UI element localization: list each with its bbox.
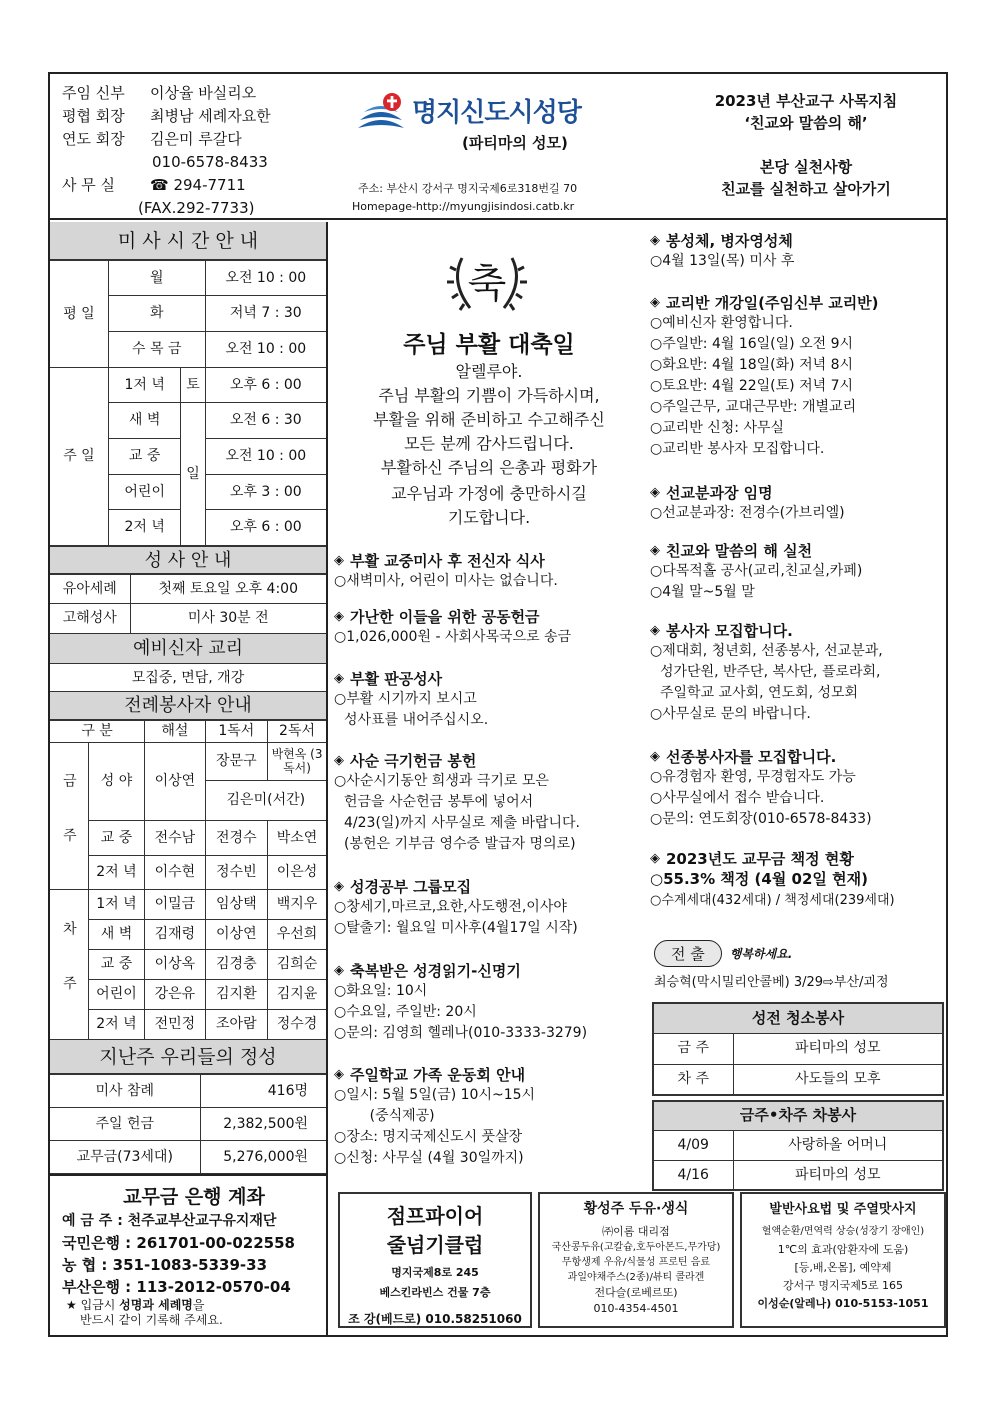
church-patron: (파티마의 성모) — [462, 134, 568, 152]
liturgy-mass: 교 중 — [88, 950, 144, 980]
office-label: 사 무 실 — [62, 176, 116, 194]
liturgy-reading2: 김지윤 — [268, 980, 326, 1010]
sunday-day-label: 일 — [181, 403, 205, 546]
notice-block — [650, 230, 946, 292]
staff-label: 주임 신부 — [62, 84, 125, 102]
easter-line: 주님 부활의 기쁨이 가득하시며, — [378, 386, 600, 405]
notice-line: 주일학교 교사회, 연도회, 성모회 — [660, 685, 859, 701]
mass-name: 2저 녁 — [108, 510, 181, 546]
notice-line: ○주일반: 4월 16일(일) 오전 9시 — [650, 336, 854, 352]
notice-title: 선종봉사자를 모집합니다. — [666, 748, 837, 766]
diamond-icon: ◈ — [650, 485, 660, 500]
bank-box — [50, 1174, 326, 1328]
liturgy-mass: 2저 녁 — [88, 856, 144, 890]
easter-line: 교우님과 가정에 충만하시길 — [391, 484, 587, 503]
liturgy-header: 1독서 — [205, 721, 267, 743]
liturgy-extra-reading: 김은미(서간) — [205, 781, 326, 821]
liturgy-commentary: 김재령 — [145, 920, 205, 950]
notice-title: 봉성체, 병자영성체 — [666, 232, 793, 250]
liturgy-mass: 어린이 — [88, 980, 144, 1010]
liturgy-reading2: 우선희 — [268, 920, 326, 950]
cleaning-group: 파티마의 성모 — [733, 1033, 943, 1064]
notice-block — [650, 292, 946, 482]
easter-title: 주님 부활 대축일 — [403, 332, 575, 358]
ad-line: 강서구 명지국제5로 165 — [783, 1279, 903, 1292]
middle-column — [330, 222, 648, 1187]
pastoral-motto — [666, 90, 946, 200]
liturgy-table — [50, 720, 326, 1040]
diamond-icon: ◈ — [334, 1067, 344, 1082]
transfer-text: 최승혁(막시밀리안콜베) 3/29⇨부산/괴정 — [654, 975, 889, 990]
notice-line: ○새벽미사, 어린이 미사는 없습니다. — [334, 573, 558, 589]
sacrament-title: 성 사 안 내 — [50, 546, 326, 574]
notice-line: 4/23(일)까지 사무실로 제출 바랍니다. — [344, 815, 580, 831]
notice-line: 헌금을 사순헌금 봉투에 넣어서 — [344, 794, 534, 810]
liturgy-reading2: 정수경 — [268, 1010, 326, 1040]
cleaning-week: 금 주 — [653, 1033, 733, 1064]
bank-note-post: 을 — [192, 1298, 205, 1312]
mass-name: 어린이 — [108, 475, 181, 510]
notice-block — [650, 620, 946, 746]
sacrament-name: 유아세례 — [50, 575, 130, 604]
notice-block — [650, 848, 946, 918]
ad-contact: 이성순(알레나) 010-5153-1051 — [757, 1297, 929, 1310]
liturgy-reading1: 전경수 — [205, 821, 267, 856]
tea-week: 4/16 — [653, 1160, 733, 1190]
notice-title: 선교분과장 임명 — [666, 484, 773, 502]
staff-label: 연도 회장 — [62, 130, 125, 148]
mass-day: 수 목 금 — [108, 332, 205, 368]
liturgy-header: 2독서 — [268, 721, 326, 743]
notice-line: ○4월 말~5월 말 — [650, 584, 755, 600]
ad-line: 국산콩두유(고칼슘,호두아몬드,무가당) — [551, 1242, 721, 1253]
diamond-icon: ◈ — [334, 553, 344, 568]
notice-line: ○화요일: 10시 — [334, 983, 428, 999]
diamond-icon: ◈ — [334, 671, 344, 686]
liturgy-commentary: 이상옥 — [145, 950, 205, 980]
staff-value: 이상율 바실리오 — [150, 84, 257, 102]
right-notices — [650, 230, 946, 918]
notice-block — [334, 1064, 646, 1174]
liturgy-commentary: 이상연 — [145, 743, 205, 821]
motto-year: 2023년 부산교구 사목지침 — [714, 92, 898, 110]
header — [50, 74, 946, 220]
catechumen-text: 모집중, 면담, 개강 — [50, 664, 326, 692]
church-name: 명지신도시성당 — [412, 98, 581, 128]
tea-table — [652, 1100, 944, 1191]
bank-note-bold: 성명과 세례명 — [119, 1298, 193, 1312]
offering-name: 주일 헌금 — [50, 1108, 200, 1141]
mass-time: 오전 10 : 00 — [205, 261, 326, 296]
notice-line: ○수계세대(432세대) / 책정세대(239세대) — [650, 893, 895, 908]
notice-line: 성가단원, 반주단, 복사단, 플로라회, — [660, 664, 881, 680]
notice-line: (봉헌은 기부금 영수증 발급자 명의로) — [344, 836, 576, 852]
ad-address: 명지국제8로 245 — [391, 1266, 479, 1279]
notice-line: ○사무실로 문의 바랍니다. — [650, 706, 811, 722]
notice-line: ○일시: 5월 5일(금) 10시~15시 — [334, 1087, 536, 1103]
office-fax: (FAX.292-7733) — [138, 199, 255, 217]
staff-phone: 010-6578-8433 — [152, 153, 268, 171]
notice-line: ○문의: 연도회장(010-6578-8433) — [650, 811, 872, 827]
staff-value: 김은미 루갈다 — [150, 130, 242, 148]
ad-jumpfire — [338, 1192, 532, 1328]
liturgy-commentary: 전민정 — [145, 1010, 205, 1040]
liturgy-mass: 성 야 — [88, 743, 144, 821]
bank-account: 부산은행 : 113-2012-0570-04 — [62, 1278, 291, 1296]
liturgy-mass: 새 벽 — [88, 920, 144, 950]
bank-holder: 예 금 주 : 천주교부산교구유지재단 — [62, 1213, 277, 1229]
right-column — [650, 222, 946, 1187]
next-week-label: 차 주 — [50, 890, 88, 1040]
bank-note-pre: ★ 입금시 — [66, 1298, 120, 1312]
easter-line: 부활을 위해 준비하고 수고해주신 — [373, 410, 605, 429]
ad-line: [등,배,온몸], 예약제 — [794, 1261, 892, 1274]
easter-line: 모든 분께 감사드립니다. — [404, 434, 574, 453]
notice-line: ○탈출기: 월요일 미사후(4월17일 시작) — [334, 920, 578, 936]
notice-line: ○장소: 명지국제신도시 풋살장 — [334, 1129, 523, 1145]
mass-name: 새 벽 — [108, 403, 181, 439]
left-column — [50, 222, 328, 1337]
bank-note-2: 반드시 같이 기록해 주세요. — [80, 1313, 223, 1327]
ad-line: 010-4354-4501 — [593, 1302, 679, 1315]
liturgy-header: 해설 — [145, 721, 205, 743]
diamond-icon: ◈ — [650, 851, 660, 866]
ad-address: 베스킨라빈스 건물 7층 — [379, 1286, 491, 1299]
notice-line: ○부활 시기까지 보시고 — [334, 691, 477, 707]
notice-block — [334, 550, 646, 606]
notice-line: ○토요반: 4월 22일(토) 저녁 7시 — [650, 378, 854, 394]
notice-block — [334, 668, 646, 750]
notice-line: ○주일근무, 교대근무반: 개별교리 — [650, 399, 857, 415]
mass-time: 오전 10 : 00 — [205, 332, 326, 368]
notice-line: ○교리반 봉사자 모집합니다. — [650, 441, 825, 457]
ad-contact: 조 강(베드로) 010.58251060 — [348, 1312, 522, 1326]
liturgy-commentary: 전수남 — [145, 821, 205, 856]
notice-title: 주일학교 가족 운동회 안내 — [350, 1066, 526, 1084]
diamond-icon: ◈ — [334, 879, 344, 894]
tea-group: 사랑하올 어머니 — [733, 1130, 943, 1160]
notice-line: ○문의: 김영희 헬레나(010-3333-3279) — [334, 1025, 588, 1041]
mass-schedule-table — [50, 260, 326, 546]
notice-line: ○4월 13일(목) 미사 후 — [650, 253, 795, 269]
ad-line: 혈액순환/면역력 상승(성장기 장애인) — [761, 1226, 925, 1237]
notice-line: ○수요일, 주일반: 20시 — [334, 1004, 477, 1020]
staff-label: 평협 회장 — [62, 107, 125, 125]
middle-notices — [334, 550, 646, 1174]
notice-block — [334, 876, 646, 960]
cleaning-title: 성전 청소봉사 — [653, 1003, 943, 1033]
notice-block — [334, 960, 646, 1064]
diamond-icon: ◈ — [650, 749, 660, 764]
liturgy-commentary: 이밀금 — [145, 890, 205, 920]
notice-title: 친교와 말씀의 해 실천 — [666, 542, 813, 560]
liturgy-mass: 2저 녁 — [88, 1010, 144, 1040]
notice-block — [650, 746, 946, 848]
notice-line: ○예비신자 환영합니다. — [650, 315, 793, 331]
notice-line: ○사순시기동안 희생과 극기로 모은 — [334, 773, 549, 789]
notice-title: 부활 판공성사 — [350, 670, 443, 688]
office-phone: ☎ 294-7711 — [150, 176, 246, 194]
liturgy-reading1: 조아람 — [205, 1010, 267, 1040]
easter-badge-char: 축 — [467, 261, 507, 307]
staff-value: 최병남 세례자요한 — [150, 107, 271, 125]
mass-day: 화 — [108, 296, 205, 332]
liturgy-mass: 1저 녁 — [88, 890, 144, 920]
ad-line: 1℃의 효과(암환자에 도움) — [777, 1243, 909, 1256]
liturgy-header: 구 분 — [50, 721, 145, 743]
notice-line: ○사무실에서 접수 받습니다. — [650, 790, 825, 806]
diamond-icon: ◈ — [650, 623, 660, 638]
ad-line: 전다슬(로베르또) — [594, 1286, 678, 1299]
this-week-label: 금 주 — [50, 743, 88, 890]
easter-message — [330, 360, 648, 530]
liturgy-reading2: 박소연 — [268, 821, 326, 856]
notice-line: ○55.3% 책정 (4월 02일 현재) — [650, 870, 868, 888]
sacrament-name: 고해성사 — [50, 604, 130, 634]
notice-line: (중식제공) — [334, 1108, 435, 1124]
bank-account: 농 협 : 351-1083-5339-33 — [62, 1256, 268, 1274]
catechumen-title: 예비신자 교리 — [50, 634, 326, 664]
easter-line: 기도합니다. — [447, 508, 531, 527]
liturgy-reading1: 정수빈 — [205, 856, 267, 890]
tea-group: 파티마의 성모 — [733, 1160, 943, 1190]
ad-name: 줄넘기클럽 — [386, 1233, 484, 1257]
offering-value: 5,276,000원 — [200, 1141, 326, 1174]
cleaning-table — [652, 1002, 944, 1096]
church-logo-area — [340, 84, 660, 214]
mass-time: 오후 6 : 00 — [205, 368, 326, 403]
ad-soymilk — [538, 1192, 734, 1328]
mass-time: 오전 10 : 00 — [205, 439, 326, 475]
transfer-badge: 전 출 — [654, 940, 722, 967]
notice-title: 사순 극기헌금 봉헌 — [350, 752, 477, 770]
mass-time: 오전 6 : 30 — [205, 403, 326, 439]
saturday-label: 토 — [181, 368, 205, 403]
offering-value: 416명 — [200, 1075, 326, 1108]
notice-line: ○다목적홀 공사(교리,친교실,카페) — [650, 563, 863, 579]
mass-name: 1저 녁 — [108, 368, 181, 403]
liturgy-title: 전례봉사자 안내 — [50, 692, 326, 720]
sunday-label: 주 일 — [50, 368, 108, 546]
offering-name: 교무금(73세대) — [50, 1141, 200, 1174]
offering-title: 지난주 우리들의 정성 — [50, 1040, 326, 1074]
liturgy-mass: 교 중 — [88, 821, 144, 856]
cleaning-group: 사도들의 모후 — [733, 1064, 943, 1095]
notice-line: ○창세기,마르코,요한,사도행전,이사야 — [334, 899, 567, 915]
easter-badge — [446, 246, 528, 316]
practice-text: 친교를 실천하고 살아가기 — [721, 180, 891, 198]
sacrament-table — [50, 574, 326, 634]
liturgy-commentary: 이수현 — [145, 856, 205, 890]
offering-value: 2,382,500원 — [200, 1108, 326, 1141]
offering-table — [50, 1074, 326, 1174]
notice-title: 교리반 개강일(주임신부 교리반) — [666, 294, 879, 312]
mass-time: 오후 6 : 00 — [205, 510, 326, 546]
sacrament-value: 미사 30분 전 — [130, 604, 326, 634]
ad-title: 발반사요법 및 주열맛사지 — [769, 1202, 917, 1217]
diamond-icon: ◈ — [650, 295, 660, 310]
motto-title: ‘친교와 말씀의 해’ — [744, 114, 868, 132]
liturgy-reading1: 임상택 — [205, 890, 267, 920]
practice-title: 본당 실천사항 — [759, 158, 853, 176]
ad-line: ㈜이롬 대리점 — [602, 1225, 670, 1238]
bank-title: 교무금 은행 계좌 — [123, 1186, 265, 1208]
notice-block — [650, 540, 946, 620]
easter-line: 부활하신 주님의 은총과 평화가 — [380, 458, 598, 477]
notice-line: ○화요반: 4월 18일(화) 저녁 8시 — [650, 357, 854, 373]
diamond-icon: ◈ — [650, 543, 660, 558]
notice-block — [650, 482, 946, 540]
staff-info — [62, 82, 332, 220]
church-address: 주소: 부산시 강서구 명지국제6로318번길 70 — [358, 182, 578, 195]
ad-line: 무항생제 우유/식물성 프로틴 음료 — [561, 1257, 711, 1268]
tea-title: 금주•차주 차봉사 — [653, 1101, 943, 1130]
notice-line: ○유경험자 환영, 무경험자도 가능 — [650, 769, 856, 785]
liturgy-reading1: 이상연 — [205, 920, 267, 950]
notice-line: ○1,026,000원 - 사회사목국으로 송금 — [334, 629, 572, 645]
notice-title: 봉사자 모집합니다. — [666, 622, 793, 640]
tea-week: 4/09 — [653, 1130, 733, 1160]
mass-time: 저녁 7 : 30 — [205, 296, 326, 332]
mass-day: 월 — [108, 261, 205, 296]
church-homepage: Homepage-http://myungjisindosi.catb.kr — [352, 200, 575, 213]
ad-line: 과일야채주스(2종)/뷰티 콜라겐 — [567, 1272, 705, 1283]
notice-block — [334, 750, 646, 876]
liturgy-reading2: 김희순 — [268, 950, 326, 980]
liturgy-reading1: 김경충 — [205, 950, 267, 980]
sacrament-value: 첫째 토요일 오후 4:00 — [130, 575, 326, 604]
notice-line: ○교리반 신청: 사무실 — [650, 420, 785, 436]
mass-schedule-title: 미 사 시 간 안 내 — [50, 222, 326, 260]
bank-note — [62, 1298, 326, 1313]
diamond-icon: ◈ — [334, 609, 344, 624]
weekday-label: 평 일 — [50, 261, 108, 368]
diamond-icon: ◈ — [650, 233, 660, 248]
notice-line: ○선교분과장: 전경수(가브리엘) — [650, 505, 845, 521]
notice-title: 축복받은 성경읽기-신명기 — [350, 962, 521, 980]
diamond-icon: ◈ — [334, 963, 344, 978]
notice-line: 성사표를 내어주십시오. — [344, 712, 489, 728]
notice-line: ○신청: 사무실 (4월 30일까지) — [334, 1150, 524, 1166]
notice-title: 부활 교중미사 후 전신자 식사 — [350, 552, 545, 570]
cleaning-week: 차 주 — [653, 1064, 733, 1095]
offering-name: 미사 참례 — [50, 1075, 200, 1108]
notice-title: 가난한 이들을 위한 공동헌금 — [350, 608, 540, 626]
liturgy-reading2: 백지우 — [268, 890, 326, 920]
transfer-wish: 행복하세요. — [729, 947, 793, 961]
liturgy-commentary: 강은유 — [145, 980, 205, 1010]
bulletin-page — [48, 72, 948, 1337]
liturgy-reading1: 김지환 — [205, 980, 267, 1010]
diamond-icon: ◈ — [334, 753, 344, 768]
notice-line: ○제대회, 청년회, 선종봉사, 선교분과, — [650, 643, 883, 659]
notice-title: 성경공부 그룹모집 — [350, 878, 472, 896]
notice-block — [334, 606, 646, 668]
transfer-row — [654, 940, 946, 990]
notice-title: 2023년도 교무금 책정 현황 — [666, 850, 854, 868]
ad-title: 황성주 두유·생식 — [583, 1201, 689, 1217]
bank-account: 국민은행 : 261701-00-022558 — [62, 1234, 295, 1252]
mass-name: 교 중 — [108, 439, 181, 475]
mass-time: 오후 3 : 00 — [205, 475, 326, 510]
easter-line: 알렐루야. — [455, 362, 523, 381]
liturgy-reading2: 이은성 — [268, 856, 326, 890]
liturgy-reading2: 박현옥 (3독서) — [268, 743, 326, 781]
liturgy-reading1: 장문구 — [205, 743, 267, 781]
church-logo-icon — [356, 90, 406, 140]
ad-name: 점프파이어 — [386, 1204, 484, 1228]
ad-massage — [740, 1192, 946, 1328]
